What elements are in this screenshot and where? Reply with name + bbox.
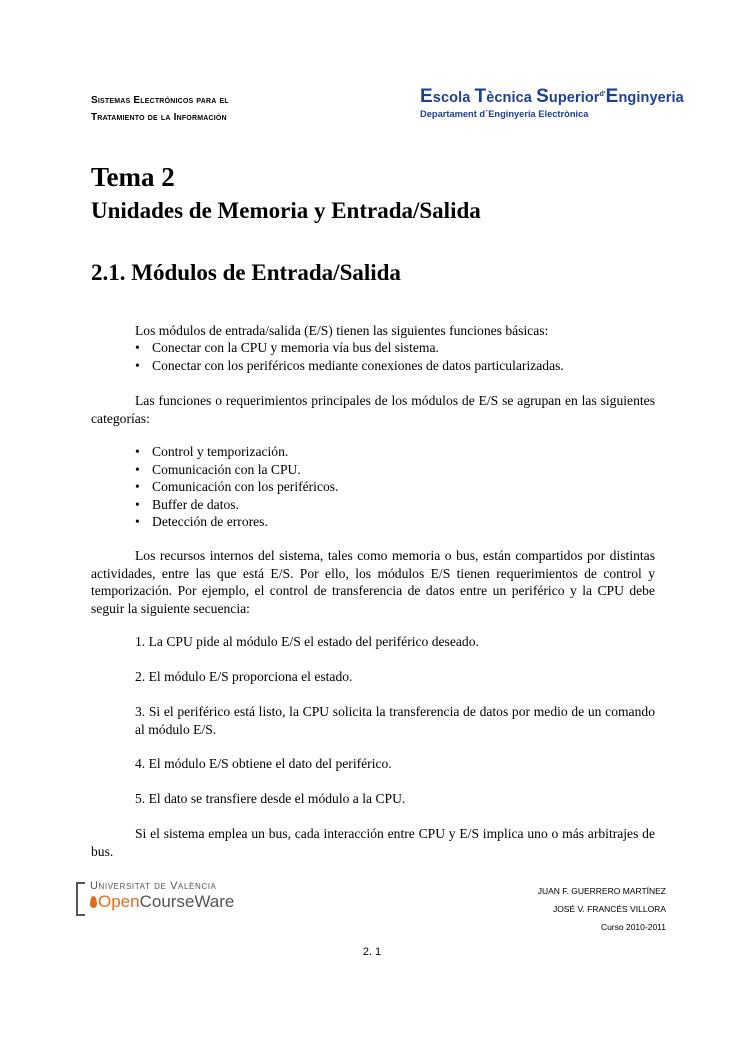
categories-list: [135, 443, 655, 531]
uv-opencourseware-logo: [76, 880, 246, 916]
list-item: [135, 443, 655, 461]
section-heading: 2.1. Módulos de Entrada/Salida: [91, 260, 401, 285]
flame-icon: [90, 896, 97, 908]
list-item: [135, 478, 655, 496]
bullet-icon: •: [135, 357, 140, 373]
list-item-text: Conectar con la CPU y memoria vía bus del sistema.: [152, 340, 439, 355]
list-item-text: Detección de errores.: [152, 514, 268, 529]
bullet-icon: •: [135, 514, 140, 529]
etse-logo-title: [420, 86, 684, 108]
logo-letter: S: [536, 86, 549, 107]
logo-bracket-icon: [76, 882, 85, 916]
step-1: 1. La CPU pide al módulo E/S el estado del periférico deseado.: [135, 634, 479, 649]
footer-authors: [538, 882, 666, 936]
list-item: [135, 339, 665, 357]
etse-logo: [420, 86, 684, 126]
list-item: [135, 496, 655, 514]
author-1: JUAN F. GUERRERO MARTÍNEZ: [537, 886, 666, 896]
resources-paragraph: Los recursos internos del sistema, tales como memoria o bus, están compartidos por distintas actividades, entre las que está E/S. Por ello, los módulos E/S tienen requerimientos de control y temporización. Por ejemplo, el control de transferencia de datos entre un periférico y la CPU debe seguir la siguiente secuencia:: [91, 548, 655, 616]
bullet-icon: •: [135, 496, 140, 512]
closing-paragraph: Si el sistema emplea un bus, cada interacción entre CPU y E/S implica uno o más arbitrajes de bus.: [91, 826, 655, 859]
ocw-courseware: CourseWare: [139, 892, 235, 911]
chapter-title: Tema 2: [91, 162, 175, 192]
bullet-icon: •: [135, 340, 140, 355]
list-item-text: Control y temporización.: [152, 444, 289, 459]
list-item-text: Conectar con los periféricos mediante conexiones de datos particularizadas.: [152, 357, 564, 373]
categories-paragraph: Las funciones o requerimientos principales de los módulos de E/S se agrupan en las siguientes categorías:: [91, 393, 655, 426]
list-item: [135, 513, 655, 531]
step-2: 2. El módulo E/S proporciona el estado.: [135, 669, 353, 684]
author-2: JOSÉ V. FRANCÉS VILLORA: [552, 904, 666, 914]
logo-letter: E: [605, 86, 619, 107]
header-line-2: Tratamiento de la Información: [91, 112, 227, 123]
step-3: 3. Si el periférico está listo, la CPU solicita la transferencia de datos por medio de un comando al módulo E/S.: [135, 704, 655, 737]
bullet-icon: •: [135, 479, 140, 494]
university-name: Universitat de València: [90, 880, 217, 892]
step-5: 5. El dato se transfiere desde el módulo a la CPU.: [135, 791, 406, 806]
list-item: [135, 357, 665, 375]
header-line-1: Sistemas Electrónicos para el: [91, 95, 229, 106]
intro-paragraph: Los módulos de entrada/salida (E/S) tienen las siguientes funciones básicas:: [135, 323, 549, 338]
logo-sup: d': [599, 91, 606, 99]
list-item-text: Buffer de datos.: [152, 496, 239, 512]
logo-letter: T: [474, 86, 487, 107]
functions-list: [135, 339, 665, 374]
logo-word: uperior: [548, 90, 600, 106]
step-4: 4. El módulo E/S obtiene el dato del periférico.: [135, 756, 392, 771]
logo-word: ècnica: [486, 90, 537, 106]
logo-letter: E: [420, 86, 433, 107]
etse-logo-department: Departament d´Enginyeria Electrònica: [420, 109, 589, 119]
logo-word: scola: [432, 90, 475, 106]
list-item-text: Comunicación con la CPU.: [152, 461, 301, 477]
ocw-name: [90, 892, 234, 912]
logo-word: nginyeria: [618, 90, 684, 106]
page-number: 2. 1: [362, 946, 382, 958]
chapter-subtitle: Unidades de Memoria y Entrada/Salida: [91, 198, 481, 223]
list-item: [135, 461, 655, 479]
bullet-icon: •: [135, 461, 140, 477]
ocw-open: Open: [98, 892, 140, 911]
course-year: Curso 2010-2011: [600, 922, 666, 932]
bullet-icon: •: [135, 444, 140, 459]
logo-text: [90, 880, 234, 912]
list-item-text: Comunicación con los periféricos.: [152, 479, 339, 494]
document-header-subject: [91, 92, 229, 126]
